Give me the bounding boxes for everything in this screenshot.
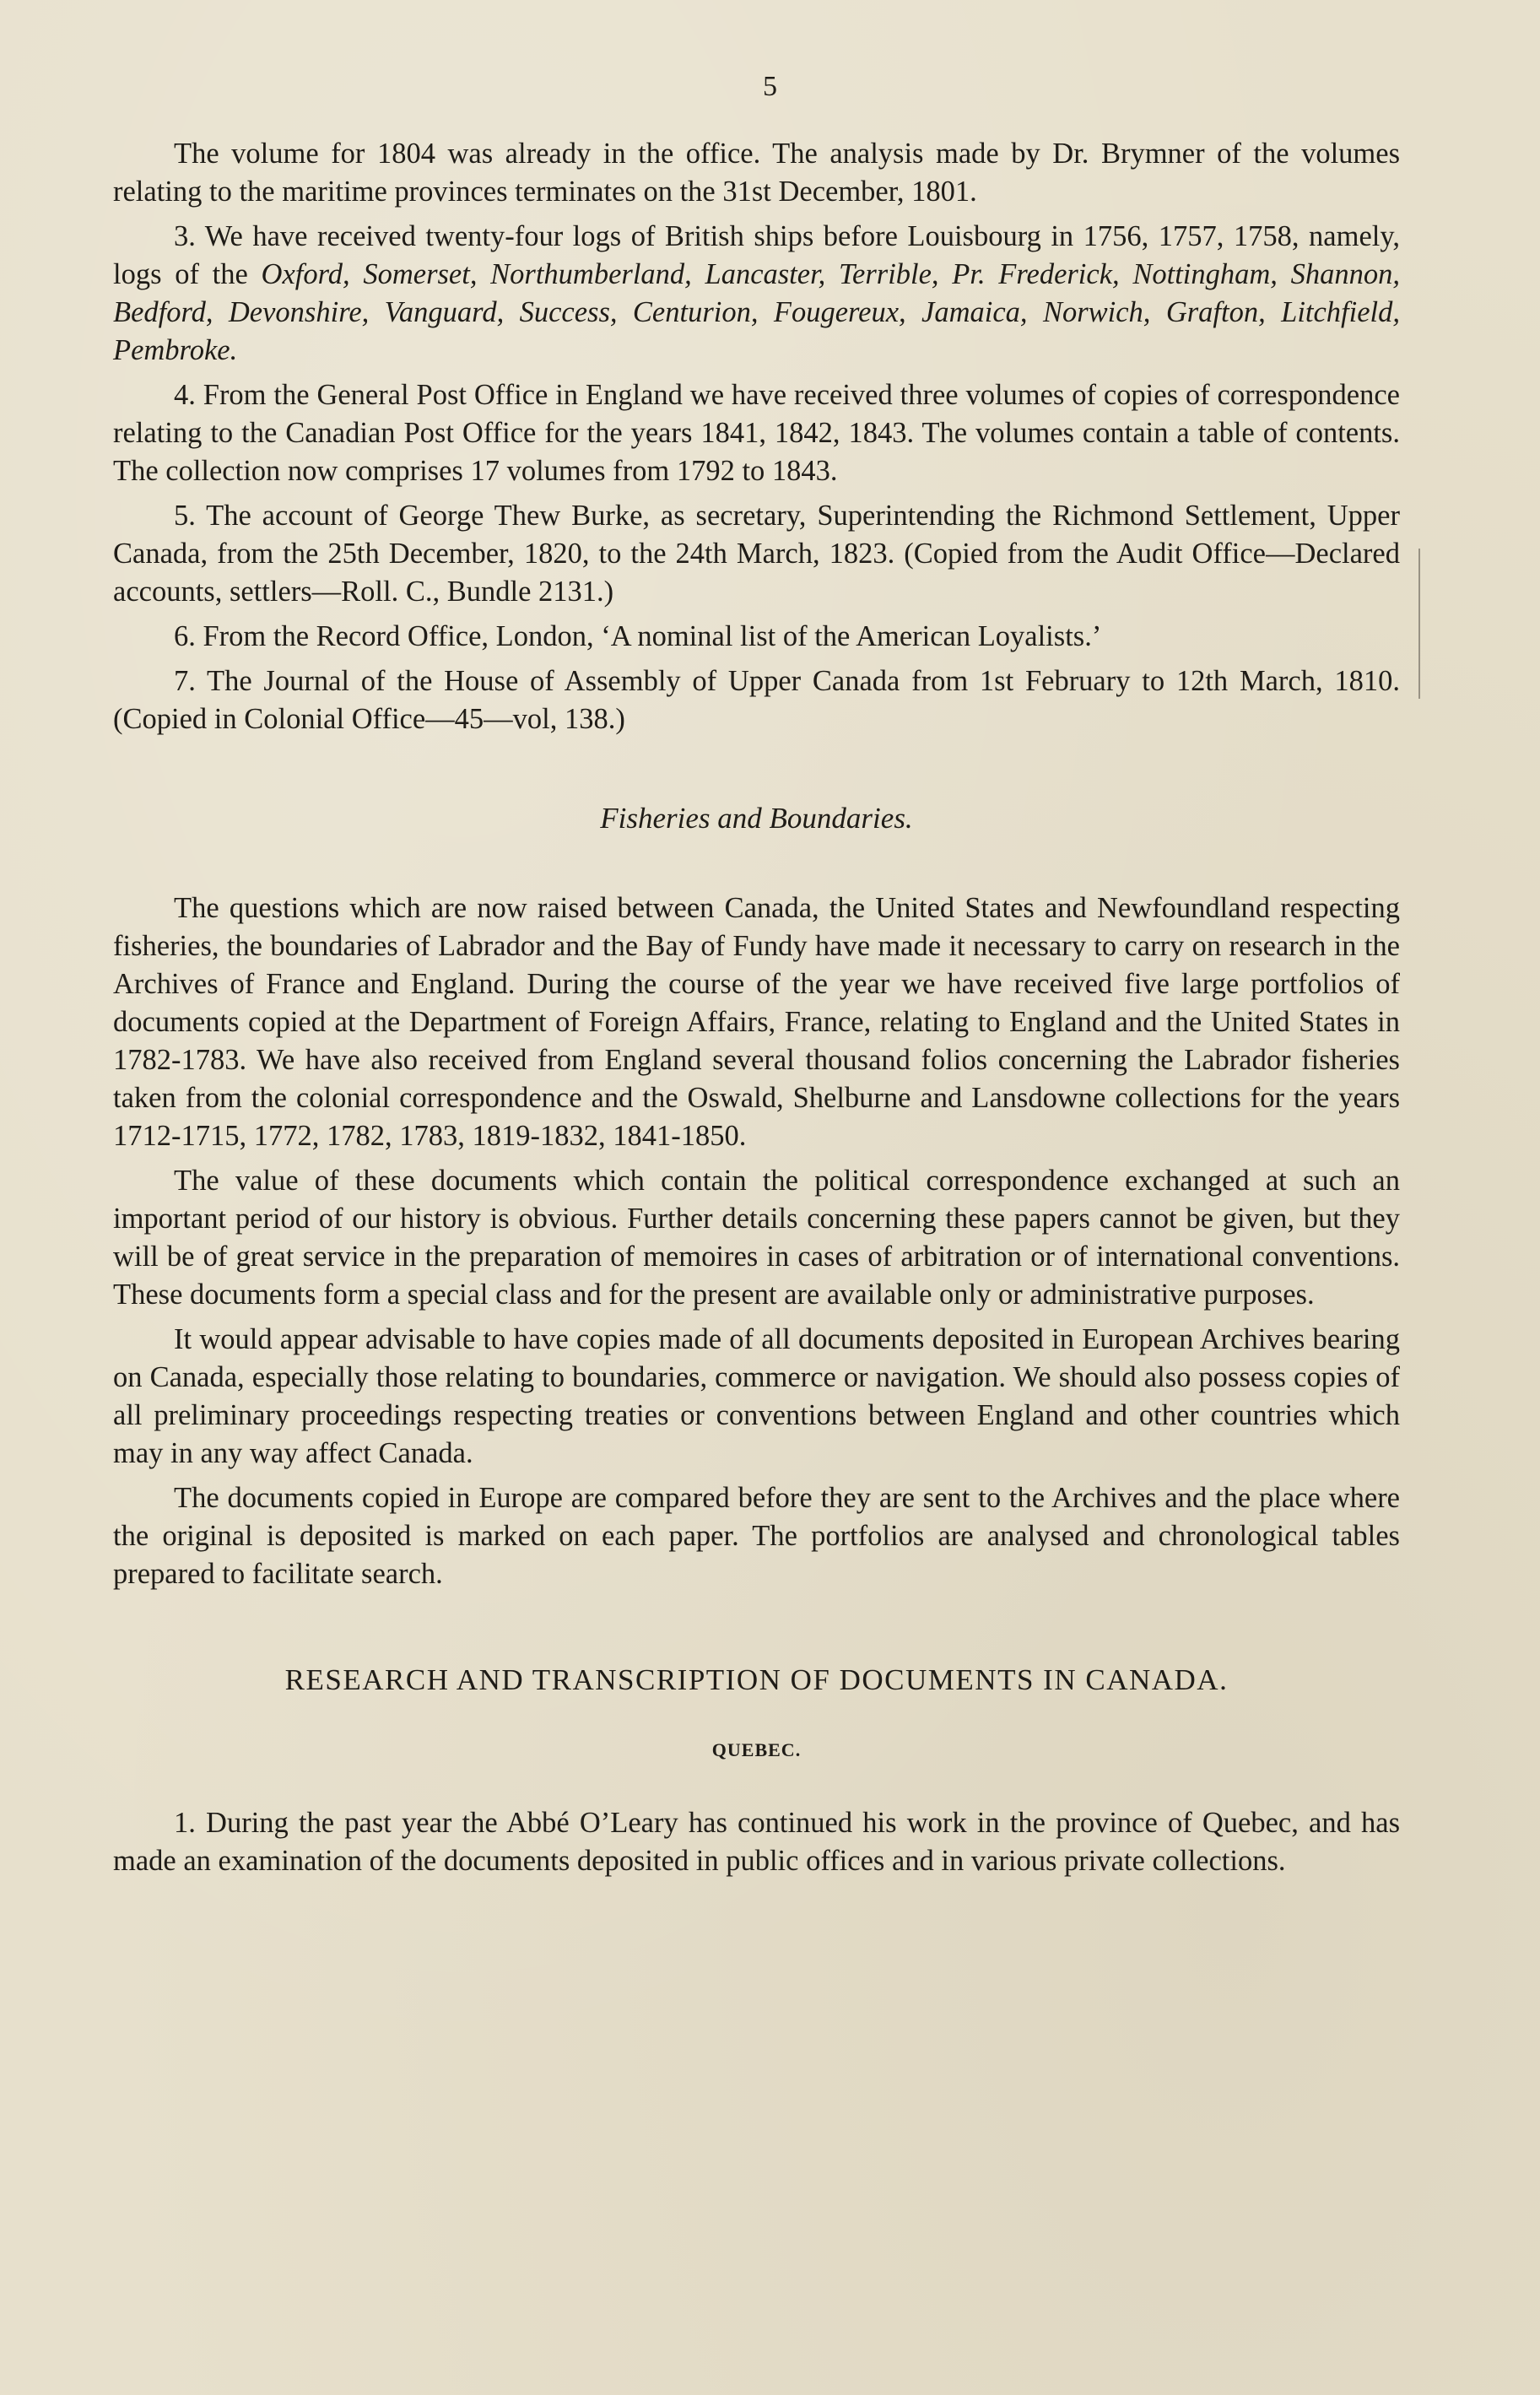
paragraph-fisheries-value: The value of these documents which contain the political correspondence exchanged at such an important period of our history is obvious. Further details concerning these papers cannot be given, but they will be of great service in the preparation of memoires in cases of arbitration or of international conventions. These documents form a special class and for the present are available only or administrative purposes.	[113, 1165, 1400, 1311]
page-number: 5	[763, 71, 777, 102]
paragraph-journal: 7. The Journal of the House of Assembly of Upper Canada from 1st February to 12th March, 1810. (Copied in Colonial Office—45—vol, 138.)	[113, 665, 1400, 735]
paragraph-fisheries-research: The questions which are now raised between Canada, the United States and Newfoundland respecting fisheries, the boundaries of Labrador and the Bay of Fundy have made it necessary to carry on research in the Archives of France and England. During the course of the year we have received five large portfolios of documents copied at the Department of Foreign Affairs, France, relating to England and the United States in 1782-1783. We have also received from England several thousand folios concerning the Labrador fisheries taken from the colonial correspondence and the Oswald, Shelburne and Lansdowne collections for the years 1712-1715, 1772, 1782, 1783, 1819-1832, 1841-1850.	[113, 892, 1400, 1152]
ship-names: Oxford, Somerset, Northumberland, Lancaster, Terrible, Pr. Frederick, Nottingham, Shannon, Bedford, Devonshire, Vanguard, Success, Centurion, Fougereux, Jamaica, Norwich, Grafton, Litchfield, Pembroke.	[113, 258, 1400, 366]
paragraph-quebec-work: 1. During the past year the Abbé O’Leary has continued his work in the province of Quebec, and has made an examination of the documents deposited in public offices and in various private collections.	[113, 1807, 1400, 1877]
major-heading-research: RESEARCH AND TRANSCRIPTION OF DOCUMENTS IN CANADA.	[284, 1663, 1229, 1696]
ship-logs-lead: 3. We have received twenty-four logs of British ships before Louisbourg in 1756, 1757, 1758, namely, logs of the	[113, 220, 1400, 290]
section-heading-fisheries: Fisheries and Boundaries.	[600, 802, 913, 835]
margin-mark	[1418, 549, 1420, 699]
paragraph-volume-1804: The volume for 1804 was already in the office. The analysis made by Dr. Brymner of the volumes relating to the maritime provinces terminates on the 31st December, 1801.	[113, 138, 1400, 208]
body-text	[113, 135, 1400, 1887]
paragraph-fisheries-copies: It would appear advisable to have copies made of all documents deposited in European Archives bearing on Canada, especially those relating to boundaries, commerce or navigation. We should also possess copies of all preliminary proceedings respecting treaties or conventions between England and other countries which may in any way affect Canada.	[113, 1323, 1400, 1469]
paragraph-burke-account: 5. The account of George Thew Burke, as secretary, Superintending the Richmond Settlement, Upper Canada, from the 25th December, 1820, to the 24th March, 1823. (Copied from the Audit Office—Declared accounts, settlers—Roll. C., Bundle 2131.)	[113, 500, 1400, 608]
minor-heading-quebec: QUEBEC.	[711, 1739, 802, 1760]
paragraph-post-office: 4. From the General Post Office in England we have received three volumes of copies of correspondence relating to the Canadian Post Office for the years 1841, 1842, 1843. The volumes contain a table of contents. The collection now comprises 17 volumes from 1792 to 1843.	[113, 379, 1400, 487]
paragraph-fisheries-comparison: The documents copied in Europe are compared before they are sent to the Archives and the place where the original is deposited is marked on each paper. The portfolios are analysed and chronological tables prepared to facilitate search.	[113, 1482, 1400, 1590]
paragraph-loyalists: 6. From the Record Office, London, ‘A nominal list of the American Loyalists.’	[174, 620, 1102, 652]
paragraph-ship-logs	[113, 218, 1400, 370]
